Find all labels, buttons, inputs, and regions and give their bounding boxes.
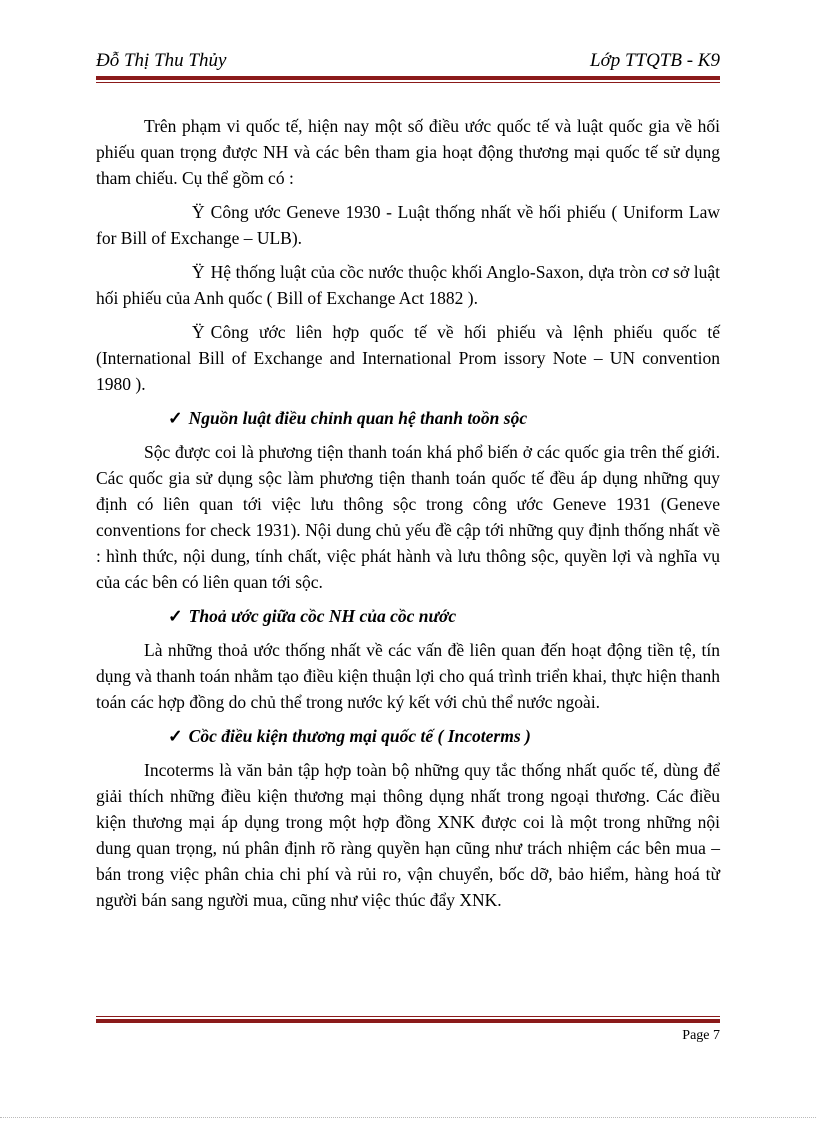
page-header: [96, 46, 720, 76]
footer-rule-thick: [96, 1019, 720, 1023]
checkmark-icon: ✓: [168, 726, 183, 746]
section-paragraph-2: Là những thoả ước thống nhất về các vấn đề liên quan đến hoạt động tiền tệ, tín dụng và thanh toán nhằm tạo điều kiện thuận lợi cho quá trình triển khai, thực hiện thanh toán các hợp đồng do chủ thể trong nước ký kết với chủ thể nước ngoài.: [96, 640, 720, 712]
bullet-icon: Ÿ: [192, 202, 205, 222]
bullet-icon: Ÿ: [192, 262, 205, 282]
header-class: Lớp TTQTB - K9: [590, 50, 720, 71]
checkmark-icon: ✓: [168, 408, 183, 428]
list-item: [96, 259, 720, 311]
list-item: [96, 199, 720, 251]
heading-text: Cồc điều kiện thương mại quốc tế ( Incoterms ): [188, 726, 531, 746]
heading-text: Nguồn luật điều chỉnh quan hệ thanh toồn sộc: [188, 408, 528, 428]
header-rule-thin: [96, 82, 720, 83]
list-item-text: Công ước liên hợp quốc tế về hối phiếu và lệnh phiếu quốc tế (International Bill of Exchange and International Prom issory Note – UN convention 1980 ).: [96, 322, 720, 394]
list-item: [96, 319, 720, 397]
footer-rule-thin: [96, 1016, 720, 1017]
intro-paragraph: Trên phạm vi quốc tế, hiện nay một số điều ước quốc tế và luật quốc gia về hối phiếu quan trọng được NH và các bên tham gia hoạt động thương mại quốc tế sử dụng tham chiếu. Cụ thể gồm có :: [96, 116, 720, 188]
section-paragraph-3: Incoterms là văn bản tập hợp toàn bộ những quy tắc thống nhất quốc tế, dùng để giải thích những điều kiện thương mại thông dụng nhất trong ngoại thương. Các điều kiện thương mại áp dụng trong một hợp đồng XNK được coi là một trong những nội dung quan trọng, nú phân định rõ ràng quyền hạn cũng như trách nhiệm các bên mua – bán trong việc phân chia chi phí và rủi ro, vận chuyển, bốc dỡ, bảo hiểm, hàng hoá từ người bán sang người mua, cũng như việc thúc đẩy XNK.: [96, 760, 720, 910]
section-heading-2: [96, 603, 720, 629]
document-body: [96, 113, 720, 921]
bullet-icon: Ÿ: [192, 322, 205, 342]
section-heading-3: [96, 723, 720, 749]
list-item-text: Hệ thống luật của cồc nước thuộc khối Anglo-Saxon, dựa tròn cơ sở luật hối phiếu của Anh quốc ( Bill of Exchange Act 1882 ).: [96, 262, 720, 308]
header-rule-thick: [96, 76, 720, 80]
checkmark-icon: ✓: [168, 606, 183, 626]
list-item-text: Công ước Geneve 1930 - Luật thống nhất về hối phiếu ( Uniform Law for Bill of Exchange – ULB).: [96, 202, 720, 248]
section-paragraph-1: Sộc được coi là phương tiện thanh toán khá phổ biến ở các quốc gia trên thế giới. Các quốc gia sử dụng sộc làm phương tiện thanh toán quốc tế đều áp dụng những quy định có liên quan tới việc lưu thông sộc trong công ước Geneve 1931 (Geneve conventions for check 1931). Nội dung chủ yếu đề cập tới những quy định thống nhất về : hình thức, nội dung, tính chất, việc phát hành và lưu thông sộc, quyền lợi và nghĩa vụ của các bên có liên quan tới sộc.: [96, 442, 720, 592]
section-heading-1: [96, 405, 720, 431]
heading-text: Thoả ước giữa cồc NH của cồc nước: [188, 606, 457, 626]
header-author: Đỗ Thị Thu Thủy: [96, 50, 227, 71]
page-edge-divider: [0, 1117, 816, 1118]
page-number: Page 7: [682, 1028, 720, 1043]
